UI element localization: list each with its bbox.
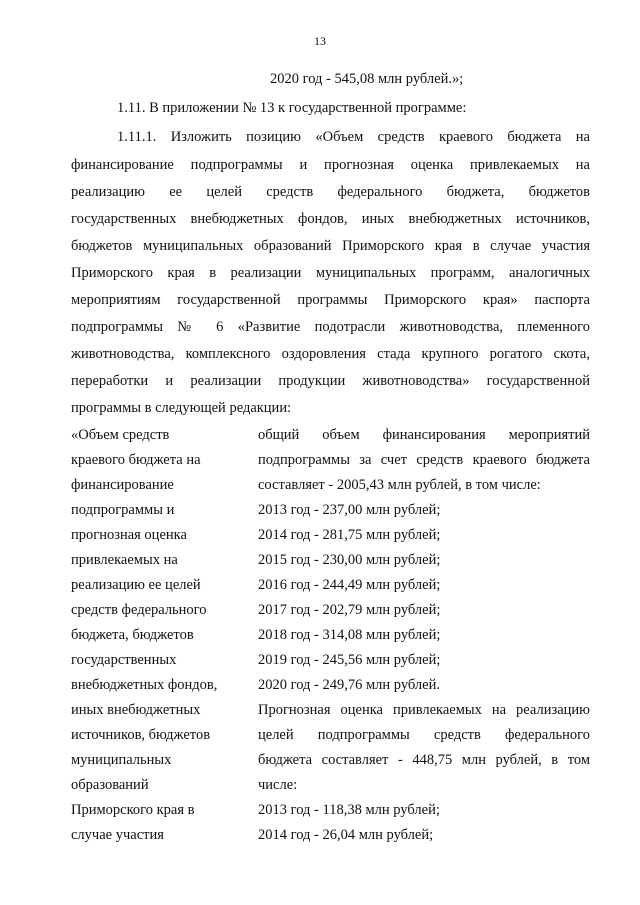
paragraph-line: государственных внебюджетных фондов, иных внебюджетных источников, [71, 211, 590, 227]
top-line: 2020 год - 545,08 млн рублей.»; [270, 71, 464, 87]
right-cell-line: 2017 год - 202,79 млн рублей; [258, 602, 441, 618]
paragraph-line: финансирование подпрограммы и прогнозная оценка привлекаемых на [71, 157, 590, 173]
item-1-11-heading: 1.11. В приложении № 13 к государственной программе: [117, 100, 467, 116]
paragraph-line: Приморского края в реализации муниципальных программ, аналогичных [71, 265, 590, 281]
left-cell-line: внебюджетных фондов, [71, 677, 218, 693]
left-cell-line: привлекаемых на [71, 552, 178, 568]
left-cell-line: Приморского края в [71, 802, 195, 818]
right-cell-line: 2020 год - 249,76 млн рублей. [258, 677, 440, 693]
paragraph-line: 1.11.1. Изложить позицию «Объем средств краевого бюджета на [117, 129, 590, 145]
left-cell-line: «Объем средств [71, 427, 170, 443]
right-cell-line: числе: [258, 777, 298, 793]
left-cell-line: случае участия [71, 827, 164, 843]
left-cell-line: подпрограммы и [71, 502, 175, 518]
left-cell-line: средств федерального [71, 602, 207, 618]
right-cell-line: общий объем финансирования мероприятий [258, 427, 590, 443]
paragraph-line: реализацию ее целей средств федерального бюджета, бюджетов [71, 184, 590, 200]
right-cell-line: 2019 год - 245,56 млн рублей; [258, 652, 441, 668]
right-cell-line: 2016 год - 244,49 млн рублей; [258, 577, 441, 593]
left-cell-line: иных внебюджетных [71, 702, 201, 718]
left-cell-line: прогнозная оценка [71, 527, 187, 543]
left-cell-line: государственных [71, 652, 177, 668]
right-cell-line: составляет - 2005,43 млн рублей, в том числе: [258, 477, 541, 493]
right-cell-line: 2013 год - 237,00 млн рублей; [258, 502, 441, 518]
paragraph-line: программы в следующей редакции: [71, 400, 292, 416]
paragraph-line: бюджетов муниципальных образований Приморского края в случае участия [71, 238, 590, 254]
left-cell-line: финансирование [71, 477, 174, 493]
left-cell-line: источников, бюджетов [71, 727, 211, 743]
right-cell-line: 2014 год - 281,75 млн рублей; [258, 527, 441, 543]
right-cell-line: 2014 год - 26,04 млн рублей; [258, 827, 434, 843]
right-cell-line: Прогнозная оценка привлекаемых на реализацию [258, 702, 590, 718]
right-cell-line: бюджета составляет - 448,75 млн рублей, в том [258, 752, 590, 768]
page-number: 13 [314, 34, 326, 48]
right-cell-line: целей подпрограммы средств федерального [258, 727, 590, 743]
left-cell-line: реализацию ее целей [71, 577, 201, 593]
right-cell-line: 2013 год - 118,38 млн рублей; [258, 802, 440, 818]
paragraph-line: переработки и реализации продукции животноводства» государственной [71, 373, 590, 389]
left-cell-line: краевого бюджета на [71, 452, 201, 468]
left-cell-line: бюджета, бюджетов [71, 627, 194, 643]
right-cell-line: 2015 год - 230,00 млн рублей; [258, 552, 441, 568]
left-cell-line: образований [71, 777, 149, 793]
left-cell-line: муниципальных [71, 752, 172, 768]
paragraph-line: мероприятиям государственной программы Приморского края» паспорта [71, 292, 590, 308]
paragraph-line: подпрограммы № 6 «Развитие подотрасли животноводства, племенного [71, 319, 590, 335]
right-cell-line: подпрограммы за счет средств краевого бюджета [258, 452, 590, 468]
right-cell-line: 2018 год - 314,08 млн рублей; [258, 627, 441, 643]
paragraph-line: животноводства, комплексного оздоровления стада крупного рогатого скота, [71, 346, 590, 362]
